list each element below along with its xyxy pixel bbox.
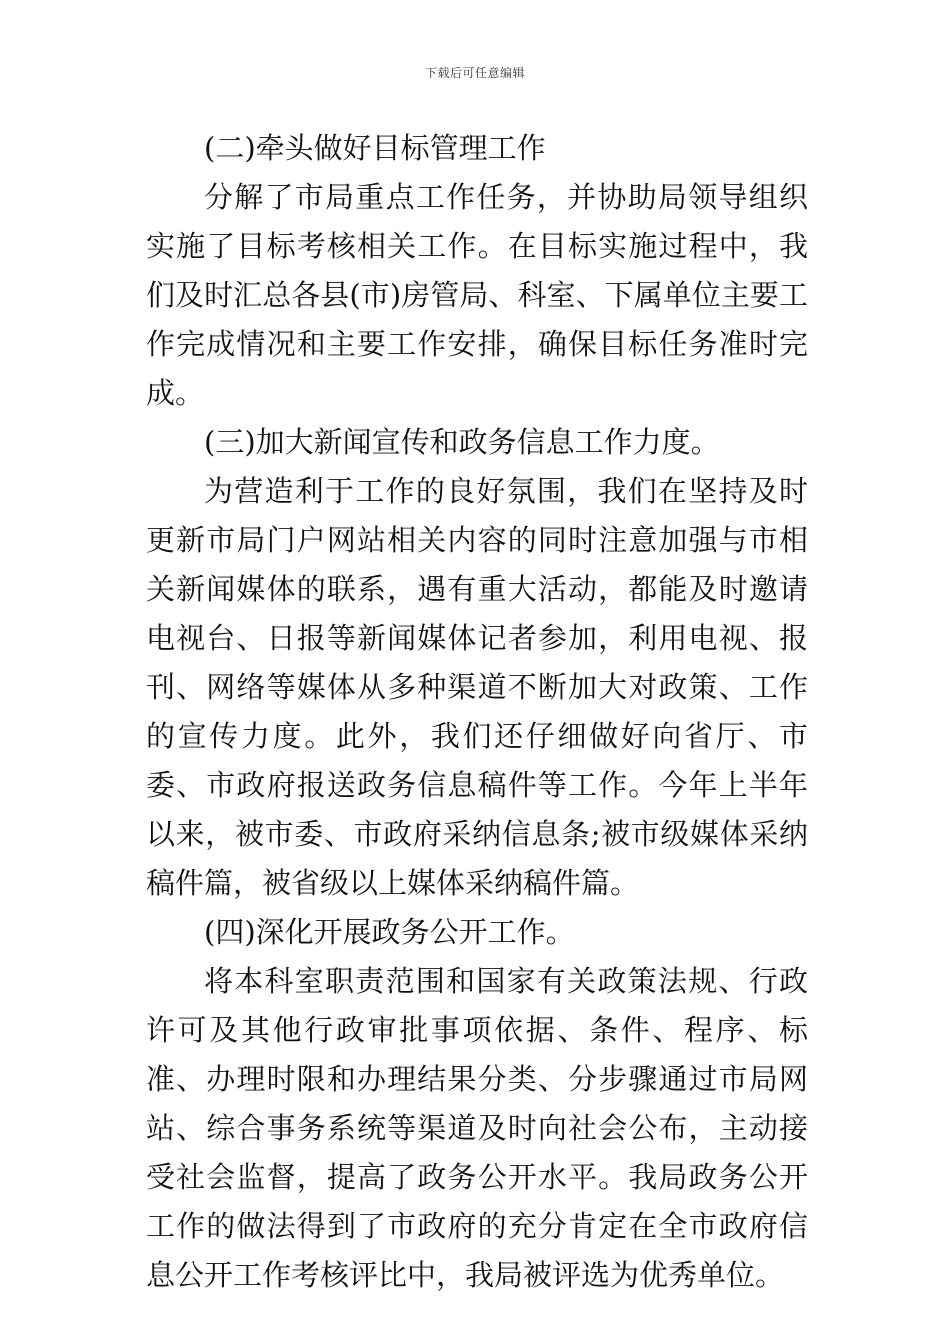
section-heading-3: (三)加大新闻宣传和政务信息工作力度。 (204, 425, 720, 459)
paragraph-4: 将本科室职责范围和国家有关政策法规、行政许可及其他行政审批事项依据、条件、程序、标准、办理时限和办理结果分类、分步骤通过市局网站、综合事务系统等渠道及时向社会公布，主动接受社会监督，提高了政务公开水平。我局政务公开工作的做法得到了市政府的充分肯定在全市政府信息公开工作考核评比中，我局被评选为优秀单位。 (146, 964, 808, 1292)
section-heading-2: (二)牵头做好目标管理工作 (204, 131, 546, 165)
paragraph-3: 为营造利于工作的良好氛围，我们在坚持及时更新市局门户网站相关内容的同时注意加强与市相关新闻媒体的联系，遇有重大活动，都能及时邀请电视台、日报等新闻媒体记者参加，利用电视、报刊、网络等媒体从多种渠道不断加大对政策、工作的宣传力度。此外，我们还仔细做好向省厅、市委、市政府报送政务信息稿件等工作。今年上半年以来，被市委、市政府采纳信息条;被市级媒体采纳稿件篇，被省级以上媒体采纳稿件篇。 (146, 474, 808, 900)
paragraph-2: 分解了市局重点工作任务，并协助局领导组织实施了目标考核相关工作。在目标实施过程中，我们及时汇总各县(市)房管局、科室、下属单位主要工作完成情况和主要工作安排，确保目标任务准时完成。 (146, 180, 808, 410)
section-heading-4: (四)深化开展政务公开工作。 (204, 915, 575, 949)
document-body (146, 124, 808, 1300)
header-note: 下载后可任意编辑 (424, 66, 525, 80)
